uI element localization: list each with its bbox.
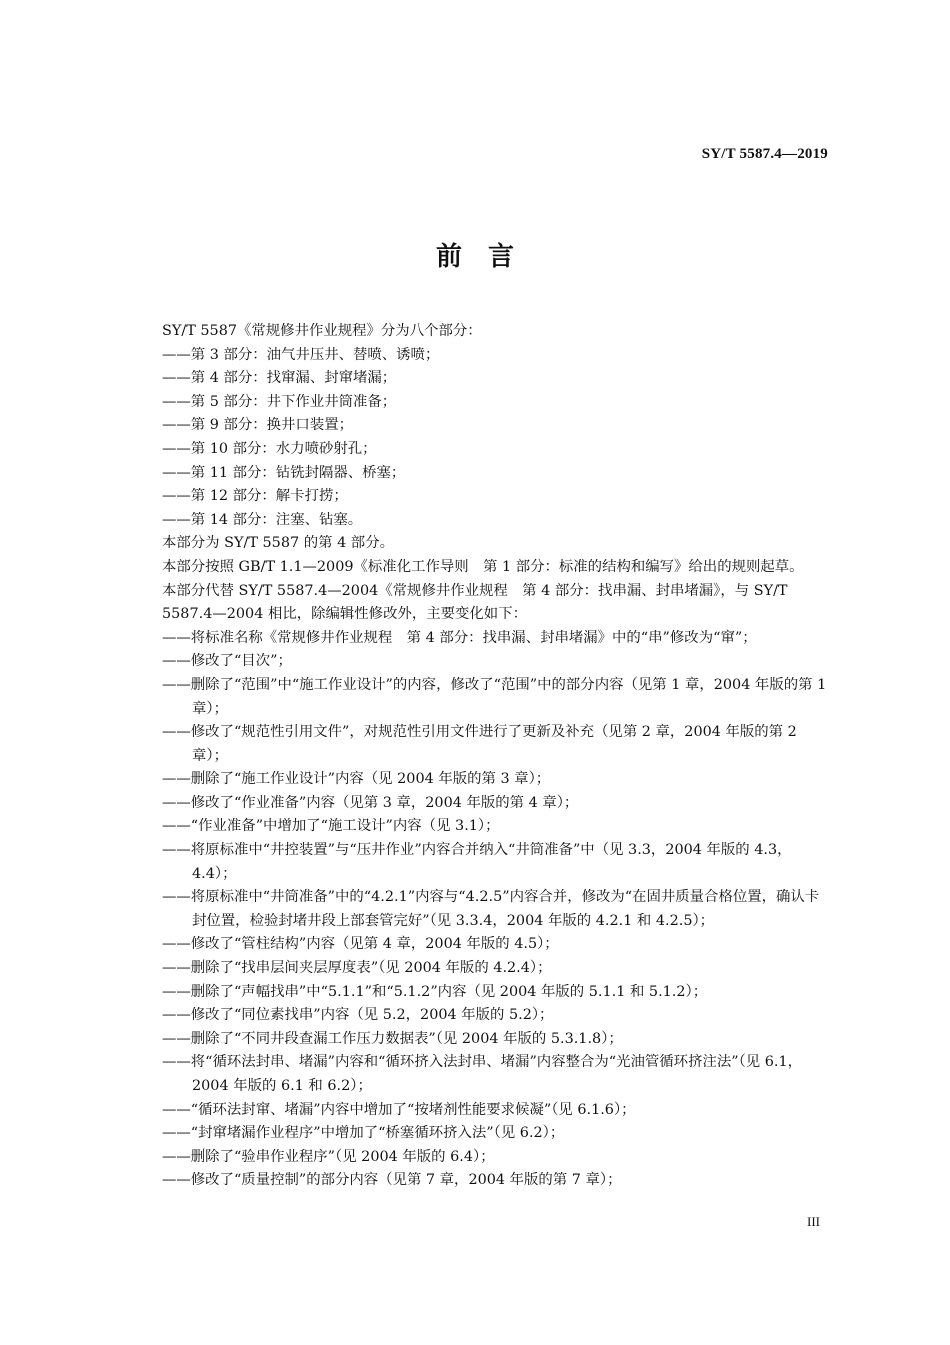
list-item: ——修改了“目次”； [162, 653, 292, 670]
list-item: ——修改了“规范性引用文件”，对规范性引用文件进行了更新及补充（见第 2 章，2004 年版的第 2 章）； [162, 724, 797, 764]
list-item: ——将“循环法封串、堵漏”内容和“循环挤入法封串、堵漏”内容整合为“光油管循环挤注法”（见 6.1，2004 年版的 6.1 和 6.2）； [162, 1054, 803, 1094]
list-item: ——第 3 部分：油气井压井、替喷、诱喷； [162, 346, 440, 363]
paragraph: SY/T 5587《常规修井作业规程》分为八个部分： [162, 323, 482, 339]
paragraph: 本部分代替 SY/T 5587.4—2004《常规修井作业规程 第 4 部分：找串漏、封串堵漏》，与 SY/T 5587.4—2004 相比，除编辑性修改外，主要变化如下： [162, 582, 788, 623]
list-item: ——删除了“验串作业程序”（见 2004 年版的 6.4）； [162, 1148, 495, 1165]
list-item: ——第 10 部分：水力喷砂射孔； [162, 440, 377, 457]
list-item: ——“封窜堵漏作业程序”中增加了“桥塞循环挤入法”（见 6.2）； [162, 1125, 565, 1142]
list-item: ——删除了“声幅找串”中“5.1.1”和“5.1.2”内容（见 2004 年版的 5.1.1 和 5.1.2）； [162, 983, 708, 1000]
paragraph: 本部分按照 GB/T 1.1—2009《标准化工作导则 第 1 部分：标准的结构和编写》给出的规则起草。 [162, 558, 804, 575]
page-title: 前 言 [435, 242, 514, 272]
list-item: ——修改了“作业准备”内容（见第 3 章，2004 年版的第 4 章）； [162, 794, 579, 811]
list-item: ——“作业准备”中增加了“施工设计”内容（见 3.1）； [162, 818, 500, 835]
list-item: ——修改了“管柱结构”内容（见第 4 章，2004 年版的 4.5）； [162, 936, 559, 953]
list-item: ——第 11 部分：钻铣封隔器、桥塞； [162, 464, 406, 481]
list-item: ——第 4 部分：找窜漏、封窜堵漏； [162, 370, 397, 387]
document-number: SY/T 5587.4—2019 [701, 146, 828, 162]
page-number: III [807, 1214, 820, 1229]
list-item: ——第 5 部分：井下作业井筒准备； [162, 393, 397, 410]
list-item: ——删除了“施工作业设计”内容（见 2004 年版的第 3 章）； [162, 771, 551, 788]
list-item: ——删除了“找串层间夹层厚度表”（见 2004 年版的 4.2.4）； [162, 960, 552, 977]
list-item: ——修改了“质量控制”的部分内容（见第 7 章，2004 年版的第 7 章）； [162, 1172, 622, 1189]
list-item: ——删除了“不同井段查漏工作压力数据表”（见 2004 年版的 5.3.1.8）； [162, 1030, 623, 1047]
list-item: ——将原标准中“井控装置”与“压井作业”内容合并纳入“井筒准备”中（见 3.3，2004 年版的 4.3，4.4）； [162, 842, 792, 882]
paragraph: 本部分为 SY/T 5587 的第 4 部分。 [162, 535, 394, 552]
list-item: ——第 9 部分：换井口装置； [162, 417, 353, 434]
list-item: ——将标准名称《常规修井作业规程 第 4 部分：找串漏、封串堵漏》中的“串”修改为“窜”； [162, 629, 757, 646]
document-body [132, 320, 832, 1193]
list-item: ——“循环法封窜、堵漏”内容中增加了“按堵剂性能要求候凝”（见 6.1.6）； [162, 1101, 636, 1118]
list-item: ——将原标准中“井筒准备”中的“4.2.1”内容与“4.2.5”内容合并，修改为“在固井质量合格位置，确认卡封位置，检验封堵井段上部套管完好”（见 3.3.4，2004 年版的 4.2.1 和 4.2.5）； [162, 889, 820, 929]
list-item: ——删除了“范围”中“施工作业设计”的内容，修改了“范围”中的部分内容（见第 1 章，2004 年版的第 1 章）； [162, 676, 827, 717]
list-item: ——修改了“同位素找串”内容（见 5.2，2004 年版的 5.2）； [162, 1007, 554, 1024]
list-item: ——第 12 部分：解卡打捞； [162, 488, 348, 505]
list-item: ——第 14 部分：注塞、钻塞。 [162, 511, 363, 528]
